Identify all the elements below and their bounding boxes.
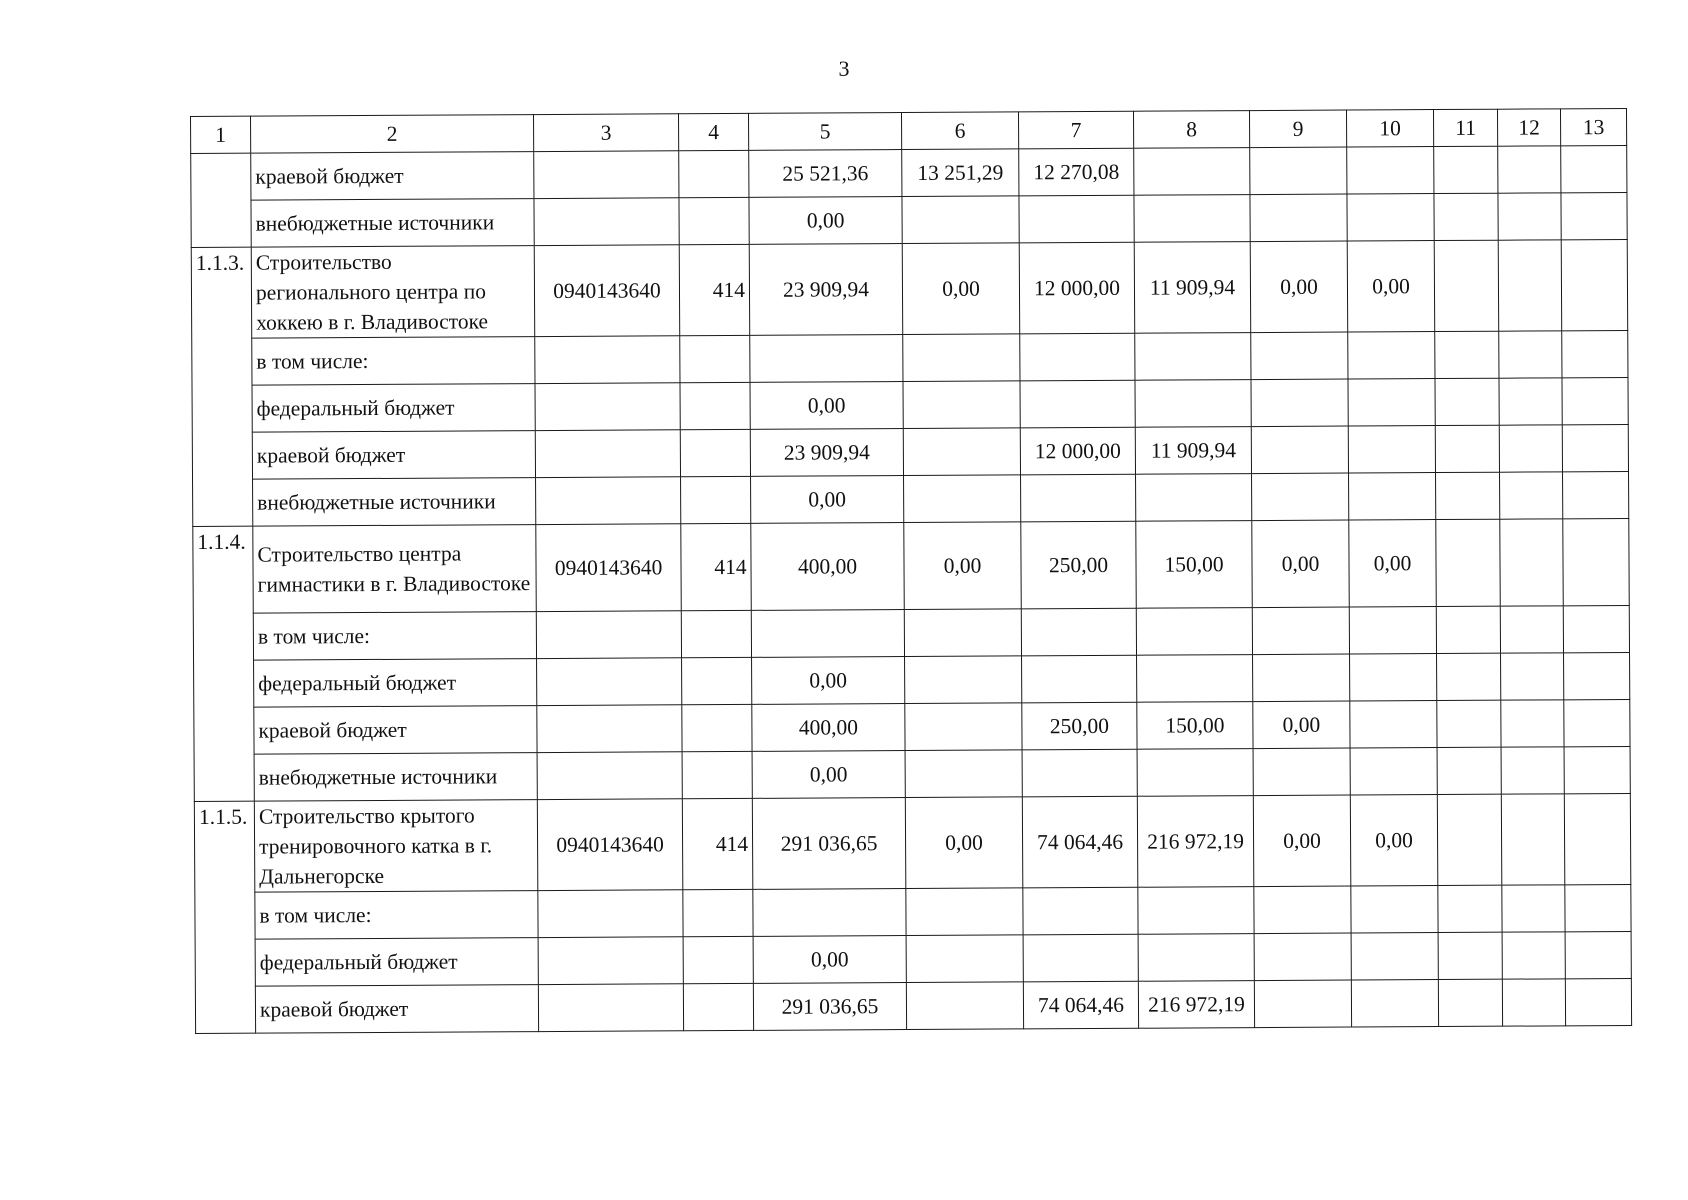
year-amount-cell: 0,00 [904,522,1021,610]
year-amount-cell [1563,471,1629,518]
year-amount-cell [1561,192,1627,239]
total-amount-cell [753,889,906,937]
funding-source-row [194,652,1630,707]
funding-source-row [191,192,1627,247]
item-name-cell: федеральный бюджет [252,384,535,433]
funding-source-row [194,699,1630,754]
year-amount-cell: 11 909,94 [1134,242,1251,334]
item-name-cell: в том числе: [255,891,538,940]
year-amount-cell [905,750,1022,798]
year-amount-cell [1136,608,1252,656]
year-amount-cell [1021,474,1136,522]
program-item-row [194,793,1630,892]
funding-source-row [193,605,1629,660]
year-amount-cell [1347,147,1434,194]
target-code-cell [535,383,680,431]
year-amount-cell: 0,00 [1349,520,1436,607]
year-amount-cell [1020,333,1135,381]
year-amount-cell [1251,332,1348,380]
year-amount-cell [905,656,1022,704]
header-cell: 3 [533,114,678,152]
header-cell: 2 [251,115,534,154]
year-amount-cell [1563,518,1629,605]
year-amount-cell [1021,608,1136,656]
year-amount-cell: 12 270,08 [1019,148,1134,196]
year-amount-cell [903,381,1020,429]
funding-source-row [195,931,1631,986]
row-number-cell [191,153,252,247]
year-amount-cell [1501,700,1564,747]
expense-type-cell [682,751,752,798]
total-amount-cell: 291 036,65 [752,798,906,890]
year-amount-cell [1502,885,1565,932]
year-amount-cell [1347,194,1434,241]
year-amount-cell [1564,652,1630,699]
header-cell: 12 [1497,109,1560,146]
year-amount-cell [906,982,1023,1030]
year-amount-cell [1252,473,1349,521]
total-amount-cell [751,610,904,658]
year-amount-cell [1500,519,1563,606]
year-amount-cell [1348,426,1435,473]
year-amount-cell [906,935,1023,983]
year-amount-cell: 216 972,19 [1138,981,1254,1029]
year-amount-cell [906,888,1023,936]
year-amount-cell [1563,605,1629,652]
row-number-cell: 1.1.3. [191,247,253,526]
page-number: 3 [838,56,850,81]
year-amount-cell [1020,380,1135,428]
target-code-cell [537,705,682,753]
target-code-cell [538,937,683,985]
year-amount-cell [1562,330,1628,377]
year-amount-cell: 0,00 [905,797,1023,889]
year-amount-cell [1499,331,1562,378]
total-amount-cell: 0,00 [753,936,906,984]
item-name-cell: федеральный бюджет [254,659,537,708]
year-amount-cell: 0,00 [902,243,1020,335]
year-amount-cell [1251,426,1348,474]
year-amount-cell [1561,145,1627,192]
funding-source-row [195,884,1631,939]
total-amount-cell: 0,00 [750,382,903,430]
year-amount-cell [1349,607,1436,654]
year-amount-cell: 13 251,29 [902,149,1019,197]
row-number-cell: 1.1.4. [193,526,255,801]
year-amount-cell: 0,00 [1253,701,1350,749]
year-amount-cell [1434,240,1499,331]
year-amount-cell [1350,748,1437,795]
year-amount-cell [1434,193,1498,240]
year-amount-cell [903,334,1020,382]
year-amount-cell [1565,978,1631,1025]
item-name-cell: федеральный бюджет [255,938,538,987]
year-amount-cell [1564,746,1630,793]
item-name-cell: внебюджетные источники [254,753,537,802]
year-amount-cell [1438,885,1502,932]
expense-type-cell [680,335,750,382]
target-code-cell [538,984,683,1032]
year-amount-cell [1250,194,1347,242]
total-amount-cell: 0,00 [749,197,902,245]
item-name-cell: в том числе: [252,337,535,386]
year-amount-cell [1501,747,1564,794]
year-amount-cell [904,475,1021,523]
expense-type-cell [679,150,749,197]
year-amount-cell [1253,748,1350,796]
year-amount-cell [1348,332,1435,379]
expense-type-cell [683,936,753,983]
expense-type-cell [682,657,752,704]
year-amount-cell [1436,519,1500,606]
program-item-row [193,518,1629,613]
year-amount-cell [1134,195,1250,243]
year-amount-cell [1138,887,1254,935]
header-cell: 8 [1133,111,1249,149]
budget-table [190,108,1632,1034]
year-amount-cell [1435,378,1499,425]
year-amount-cell [1437,700,1501,747]
item-name-cell: краевой бюджет [254,706,537,755]
funding-source-row [191,145,1627,200]
year-amount-cell [1136,474,1252,522]
year-amount-cell [1351,933,1438,980]
total-amount-cell: 0,00 [752,751,905,799]
year-amount-cell [1134,148,1250,196]
year-amount-cell [1137,655,1253,703]
expense-type-cell: 414 [682,798,753,889]
year-amount-cell [1135,380,1251,428]
year-amount-cell [1498,146,1561,193]
year-amount-cell [1254,933,1351,981]
year-amount-cell [1437,653,1501,700]
year-amount-cell [1350,701,1437,748]
funding-source-row [192,330,1628,385]
year-amount-cell [1023,934,1138,982]
expense-type-cell [682,704,752,751]
item-name-cell: краевой бюджет [251,152,534,201]
expense-type-cell [680,382,750,429]
year-amount-cell [1434,146,1498,193]
target-code-cell [536,611,681,659]
year-amount-cell: 0,00 [1253,795,1351,887]
target-code-cell [537,752,682,800]
target-code-cell: 0940143640 [534,245,680,337]
year-amount-cell [1499,378,1562,425]
year-amount-cell [1500,472,1563,519]
expense-type-cell [681,610,751,657]
year-amount-cell: 12 000,00 [1020,427,1135,475]
expense-type-cell [679,197,749,244]
year-amount-cell: 216 972,19 [1137,796,1254,888]
total-amount-cell: 400,00 [752,704,905,752]
year-amount-cell [1019,195,1134,243]
target-code-cell [538,890,683,938]
year-amount-cell [1498,193,1561,240]
total-amount-cell: 0,00 [752,657,905,705]
expense-type-cell [683,983,753,1030]
year-amount-cell [1562,424,1628,471]
year-amount-cell [1023,887,1138,935]
header-cell: 5 [748,113,901,151]
total-amount-cell: 291 036,65 [753,983,906,1031]
year-amount-cell [1438,979,1502,1026]
item-name-cell: в том числе: [253,612,536,661]
header-cell: 1 [191,116,251,153]
year-amount-cell [1499,425,1562,472]
year-amount-cell [1501,794,1565,885]
expense-type-cell [683,889,753,936]
year-amount-cell [1502,932,1565,979]
year-amount-cell [1351,980,1438,1027]
header-cell: 10 [1346,110,1433,147]
year-amount-cell [1022,749,1137,797]
year-amount-cell: 0,00 [1252,520,1349,608]
expense-type-cell: 414 [681,523,751,610]
item-name-cell: краевой бюджет [252,431,535,480]
year-amount-cell [1349,473,1436,520]
year-amount-cell [1348,379,1435,426]
year-amount-cell [903,428,1020,476]
total-amount-cell: 400,00 [751,523,904,611]
year-amount-cell [1251,379,1348,427]
year-amount-cell [1022,655,1137,703]
year-amount-cell: 0,00 [1350,795,1438,886]
year-amount-cell [1562,377,1628,424]
year-amount-cell [1253,654,1350,702]
expense-type-cell: 414 [679,244,750,335]
funding-source-row [192,424,1628,479]
year-amount-cell [1561,239,1628,330]
year-amount-cell [1250,147,1347,195]
row-number-cell: 1.1.5. [194,801,255,1033]
year-amount-cell [904,609,1021,657]
total-amount-cell [750,335,903,383]
item-name-cell: внебюджетные источники [251,199,534,248]
item-name-cell: внебюджетные источники [253,478,536,527]
target-code-cell [535,430,680,478]
header-cell: 9 [1249,110,1346,148]
funding-source-row [193,471,1629,526]
year-amount-cell [1565,931,1631,978]
year-amount-cell [1437,747,1501,794]
year-amount-cell [905,703,1022,751]
total-amount-cell: 25 521,36 [749,150,902,198]
year-amount-cell [1254,886,1351,934]
year-amount-cell [1437,794,1502,885]
target-code-cell: 0940143640 [536,524,681,612]
year-amount-cell [1351,886,1438,933]
target-code-cell [534,151,679,199]
year-amount-cell [1438,932,1502,979]
year-amount-cell [1254,980,1351,1028]
year-amount-cell [1501,653,1564,700]
year-amount-cell [1435,331,1499,378]
item-name-cell: Строительство центра гимнастики в г. Владивостоке [253,525,536,614]
year-amount-cell: 150,00 [1136,521,1252,609]
year-amount-cell [1502,979,1565,1026]
year-amount-cell [1138,934,1254,982]
year-amount-cell [1252,607,1349,655]
year-amount-cell: 0,00 [1347,241,1435,332]
year-amount-cell: 74 064,46 [1023,981,1138,1029]
target-code-cell [535,336,680,384]
funding-source-row [195,978,1631,1033]
year-amount-cell [1564,793,1631,884]
year-amount-cell [1135,333,1251,381]
year-amount-cell [1436,472,1500,519]
year-amount-cell: 74 064,46 [1022,796,1138,888]
year-amount-cell [1435,425,1499,472]
year-amount-cell: 250,00 [1022,702,1137,750]
header-cell: 7 [1018,111,1133,149]
year-amount-cell [1500,606,1563,653]
total-amount-cell: 23 909,94 [749,244,903,336]
year-amount-cell [1564,699,1630,746]
total-amount-cell: 23 909,94 [750,429,903,477]
funding-source-row [194,746,1630,801]
item-name-cell: Строительство регионального центра по хоккею в г. Владивостоке [251,246,535,339]
year-amount-cell [1498,240,1562,331]
item-name-cell: краевой бюджет [255,985,538,1034]
year-amount-cell [1436,606,1500,653]
header-cell: 13 [1560,108,1626,145]
total-amount-cell: 0,00 [751,476,904,524]
target-code-cell [534,198,679,246]
target-code-cell: 0940143640 [537,799,683,891]
expense-type-cell [681,476,751,523]
year-amount-cell [1137,749,1253,797]
funding-source-row [192,377,1628,432]
header-cell: 4 [678,113,748,150]
year-amount-cell: 0,00 [1250,241,1348,333]
year-amount-cell [1565,884,1631,931]
item-name-cell: Строительство крытого тренировочного катка в г. Дальнегорске [254,800,538,893]
year-amount-cell: 12 000,00 [1019,242,1135,334]
year-amount-cell [1350,654,1437,701]
year-amount-cell: 11 909,94 [1135,427,1251,475]
expense-type-cell [680,429,750,476]
year-amount-cell: 150,00 [1137,702,1253,750]
target-code-cell [537,658,682,706]
year-amount-cell: 250,00 [1021,521,1136,609]
header-cell: 11 [1433,109,1497,146]
header-cell: 6 [901,112,1018,150]
target-code-cell [536,477,681,525]
year-amount-cell [902,196,1019,244]
program-item-row [191,239,1627,338]
